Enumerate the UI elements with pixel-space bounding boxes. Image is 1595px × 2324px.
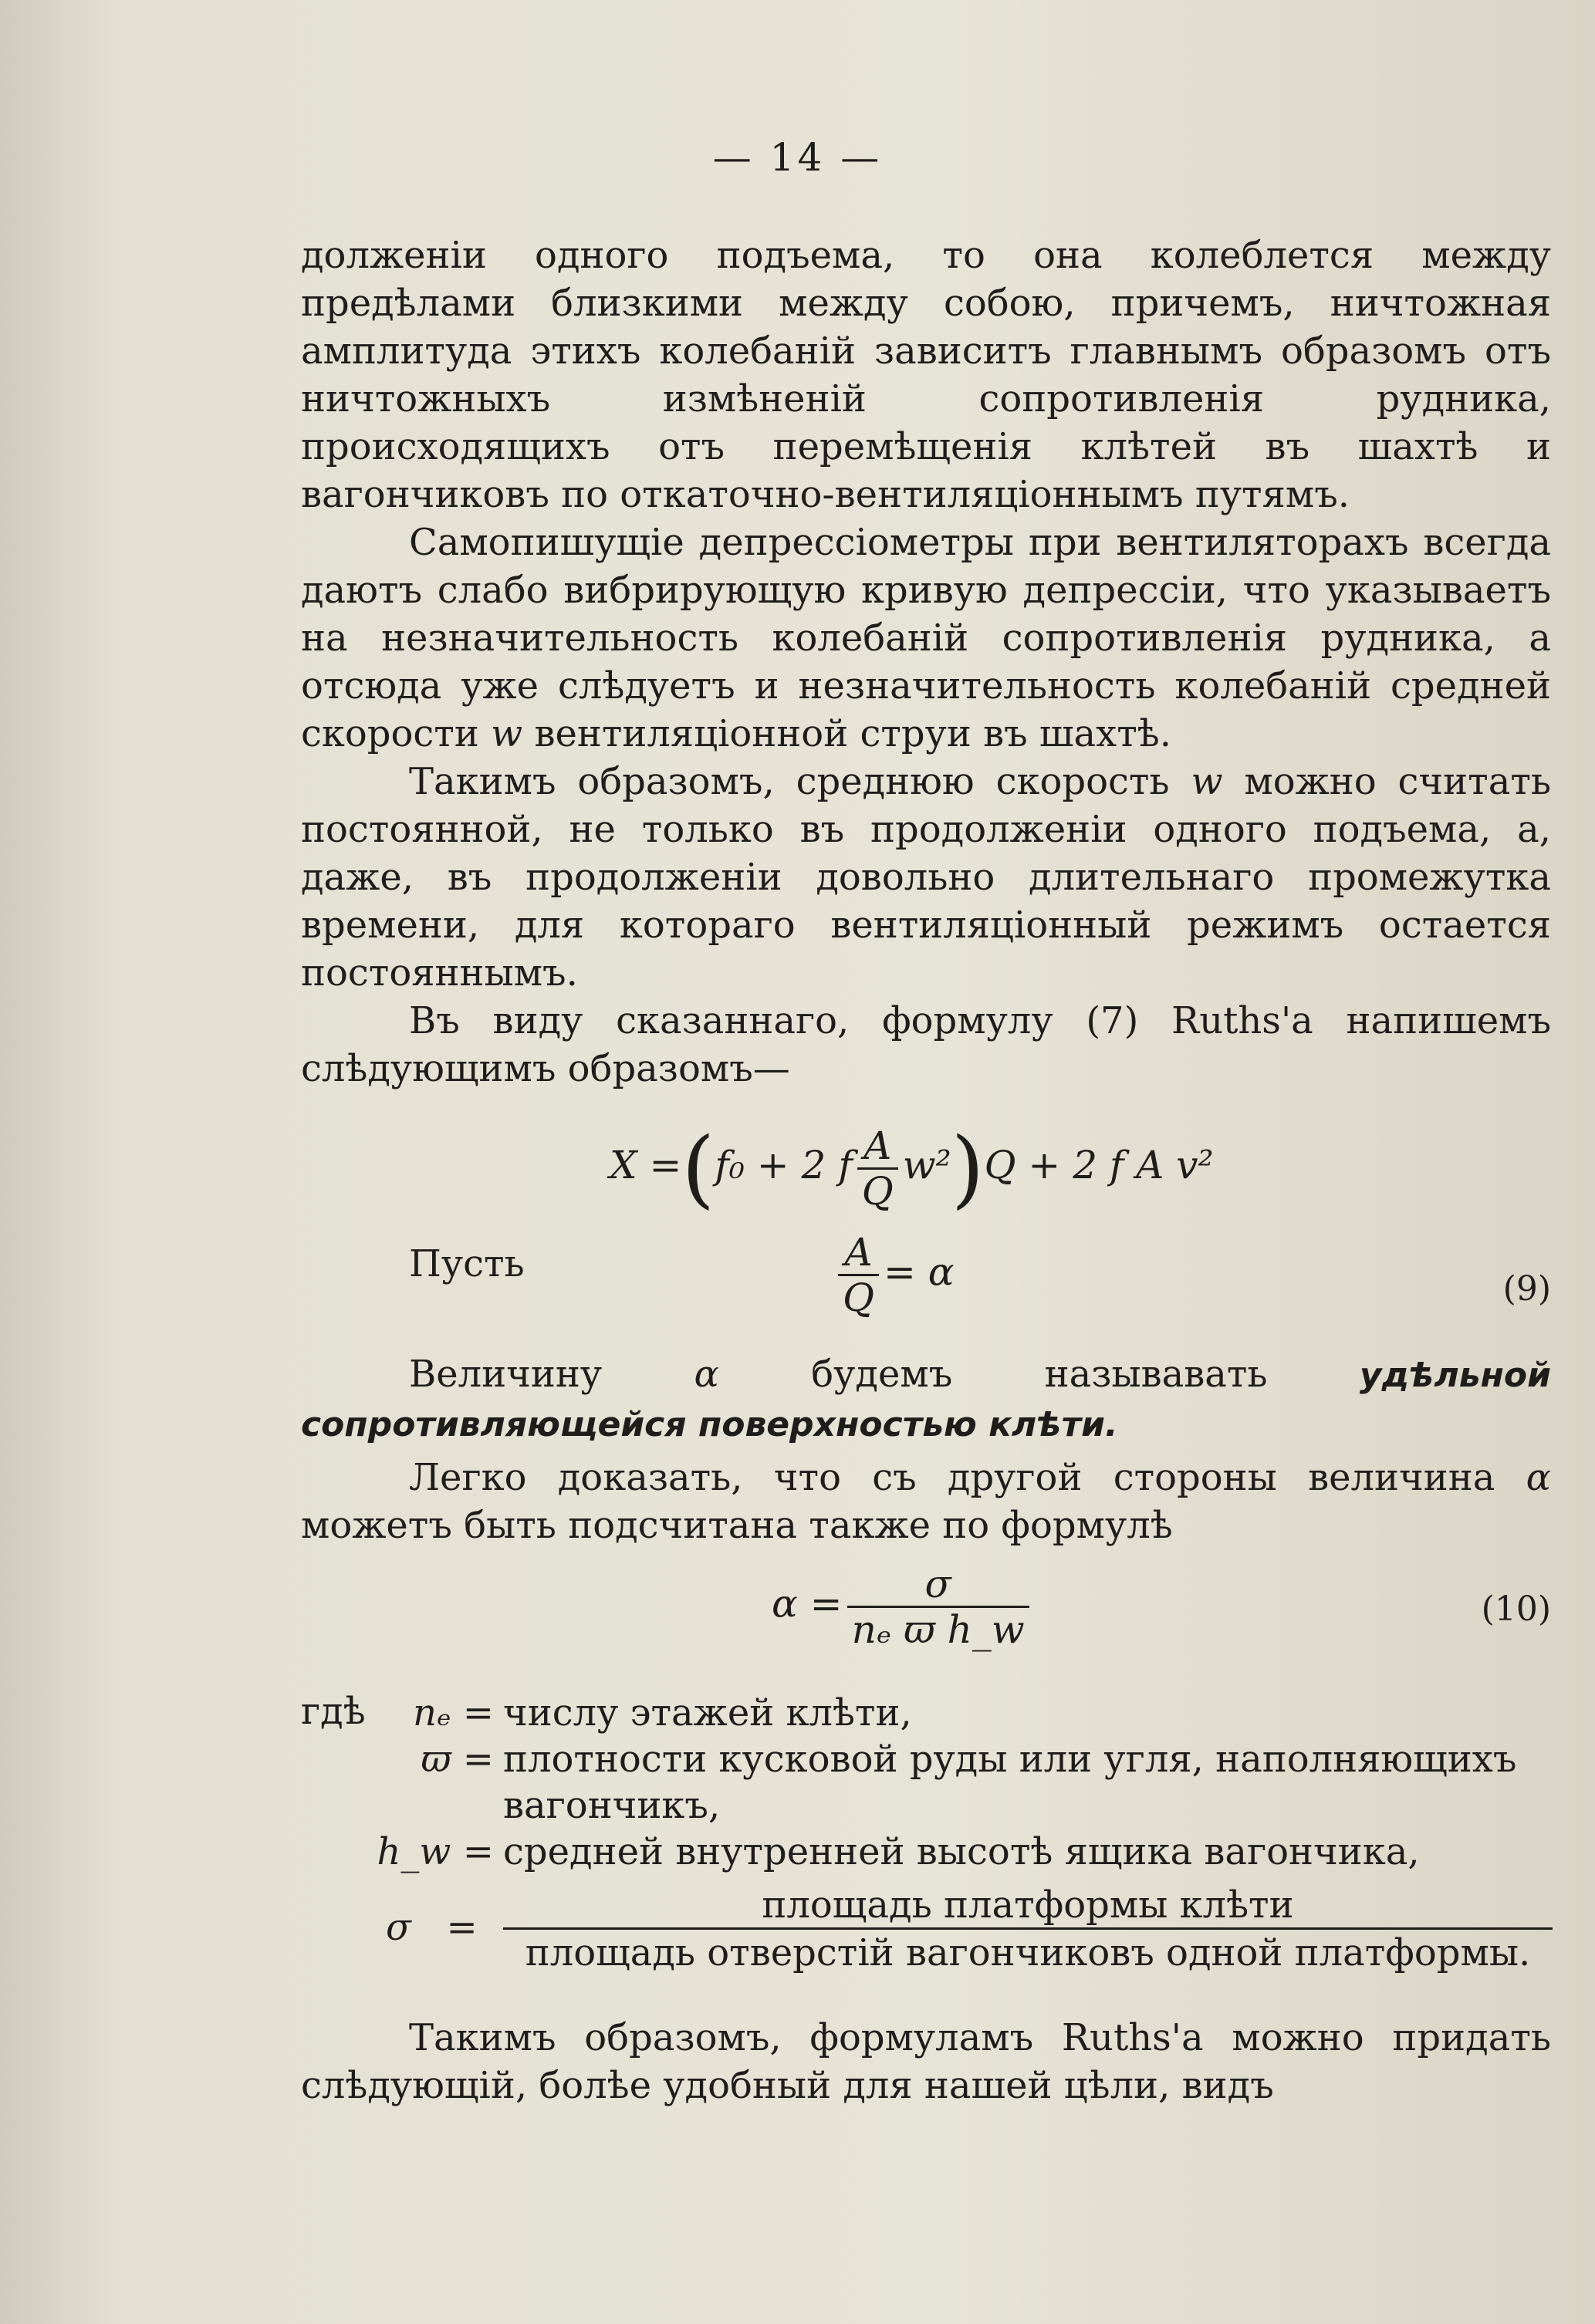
- sigma-denominator: площадь отверстій вагончиковъ одной платформы.: [525, 1931, 1531, 1974]
- equation-number-10: (10): [1481, 1589, 1551, 1629]
- paragraph-constant-speed: [301, 758, 1551, 997]
- formula-lhs: α =: [772, 1581, 843, 1626]
- definition-text: средней внутренней высотѣ ящика вагончика,: [503, 1830, 1420, 1873]
- definition-symbol: [301, 1690, 494, 1736]
- formula-w2: w²: [902, 1143, 951, 1187]
- formula-x: [610, 1119, 1214, 1218]
- paragraph-ruths-formula: Въ виду сказаннаго, формулу (7) Ruths'а напишемъ слѣдующимъ образомъ—: [301, 999, 1551, 1090]
- body-text-2: [301, 1350, 1551, 1549]
- symbol: σ: [386, 1906, 411, 1949]
- fraction-denominator: Q: [843, 1275, 874, 1320]
- text-span: Самопишущіе депрессіометры при вентиляторахъ всегда даютъ слабо вибрирующую кривую депрессіи, что указываетъ на незначительность колебаній сопротивленія рудника, а отсюда уже слѣдуетъ и незначительность колебаній средней скорости: [301, 521, 1551, 755]
- page-number: — 14 —: [712, 135, 883, 180]
- formula-lhs: X =: [610, 1143, 682, 1187]
- formula-9-label: Пусть: [409, 1242, 525, 1285]
- text-span: Легко доказать, что съ другой стороны величина: [409, 1456, 1526, 1499]
- fraction-numerator: A: [857, 1124, 898, 1170]
- definition-row: [301, 1782, 1551, 1829]
- variable-alpha: α: [694, 1353, 719, 1396]
- text-span: можно считать постоянной, не только въ продолженіи одного подъема, а, даже, въ продолженіи довольно длительнаго промежутка времени, для котораго вентиляціонный режимъ остается постояннымъ.: [301, 760, 1552, 995]
- equation-number-9: (9): [1502, 1269, 1551, 1309]
- paragraph-definition-alpha: [301, 1350, 1551, 1449]
- definition-symbol: [301, 1736, 494, 1782]
- definition-text: вагончикъ,: [503, 1784, 721, 1827]
- paragraph-continued: долженіи одного подъема, то она колеблется между предѣлами близкими между собою, причемъ, ничтожная амплитуда этихъ колебаній зависитъ главнымъ образомъ отъ ничтожныхъ измѣненій сопротивленія рудника, происходящихъ отъ перемѣщенія клѣтей въ шахтѣ и вагончиковъ по откаточно-вентиляціоннымъ путямъ.: [301, 234, 1551, 516]
- fraction-numerator: A: [838, 1231, 879, 1276]
- sigma-numerator: площадь платформы клѣти: [503, 1883, 1553, 1930]
- symbol: h_w: [377, 1830, 451, 1873]
- body-text-3: [301, 2014, 1551, 2110]
- variable-alpha: α: [1526, 1456, 1551, 1499]
- fraction-numerator: σ: [847, 1562, 1029, 1608]
- text-span: можетъ быть подсчитана также по формулѣ: [301, 1504, 1173, 1547]
- definition-row: [301, 1829, 1551, 1875]
- definition-text: плотности кусковой руды или угля, наполняющихъ: [503, 1738, 1517, 1781]
- variable-w: w: [491, 712, 523, 755]
- variable-w: w: [1191, 760, 1223, 803]
- gde-label: гдѣ: [301, 1690, 366, 1733]
- sigma-symbol: [386, 1906, 478, 1949]
- symbol: ϖ: [421, 1738, 451, 1781]
- paragraph-alt-formula: [301, 1454, 1551, 1549]
- formula-9: [833, 1231, 955, 1319]
- definition-symbol: [301, 1829, 494, 1875]
- fraction-denominator: Q: [861, 1168, 894, 1214]
- text-span: вентиляціонной струи въ шахтѣ.: [522, 712, 1171, 755]
- symbol: nₑ: [413, 1691, 451, 1735]
- paren-close: ): [951, 1119, 985, 1218]
- definition-row: [301, 1690, 1551, 1736]
- text-span: Такимъ образомъ, среднюю скорость: [409, 760, 1191, 803]
- formula-rhs: = α: [884, 1249, 955, 1295]
- sigma-fraction: [503, 1883, 1553, 1976]
- fraction-denominator: nₑ ϖ h_w: [851, 1607, 1025, 1652]
- definition-text: числу этажей клѣти,: [503, 1691, 912, 1735]
- emphasized-term: удѣльной сопротивляющейся поверхностью клѣти.: [301, 1356, 1551, 1444]
- text-span: будемъ называвать: [718, 1353, 1360, 1396]
- formula-10: [772, 1562, 1034, 1651]
- equals-sign: =: [462, 1830, 494, 1873]
- definitions-list: [301, 1690, 1551, 1875]
- paren-open: (: [681, 1119, 715, 1218]
- equals-sign: =: [462, 1738, 494, 1781]
- formula-rhs: Q + 2 f A v²: [984, 1143, 1214, 1187]
- paragraph-depressiometers: [301, 519, 1551, 758]
- equals-sign: =: [462, 1691, 494, 1735]
- definition-row: [301, 1736, 1551, 1782]
- paragraph-final: Такимъ образомъ, формуламъ Ruths'а можно придать слѣдующій, болѣе удобный для нашей цѣли, видъ: [301, 2016, 1551, 2107]
- body-text: [301, 231, 1551, 1093]
- fraction-sigma: [847, 1562, 1029, 1651]
- fraction-a-over-q: [857, 1124, 898, 1213]
- text-span: Величину: [409, 1353, 694, 1396]
- equals-sign: =: [446, 1906, 478, 1949]
- fraction-a-over-q: [838, 1231, 879, 1319]
- formula-f0: f₀ + 2 f: [715, 1143, 853, 1187]
